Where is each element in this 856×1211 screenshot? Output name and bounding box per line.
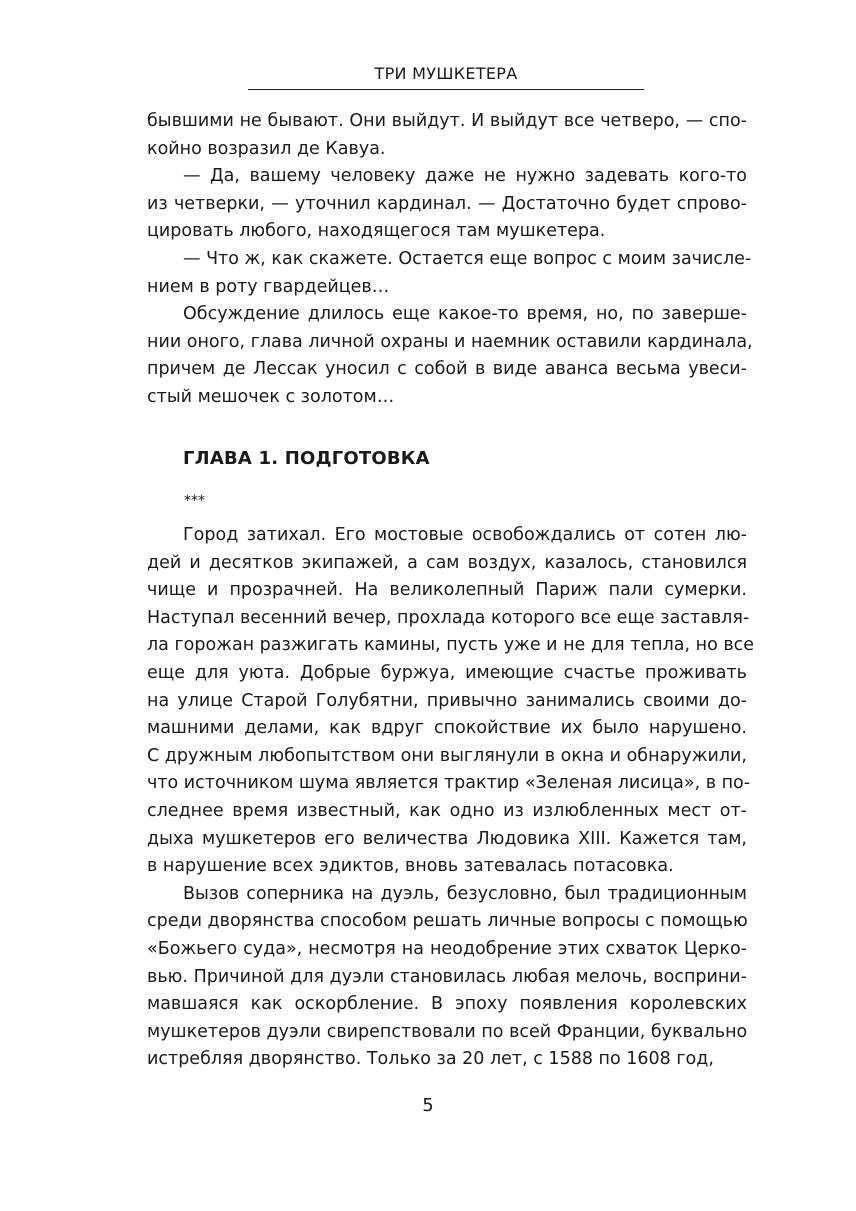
page-number: 5 bbox=[422, 1095, 434, 1116]
text-line: вью. Причиной для дуэли становилась любая мелочь, восприни- bbox=[147, 966, 747, 987]
text-line: на улице Старой Голубятни, привычно занимались своими до- bbox=[147, 690, 747, 711]
text-line: среди дворянства способом решать личные вопросы с помощью bbox=[147, 911, 748, 932]
text-line: Город затихал. Его мостовые освобождались от сотен лю- bbox=[183, 525, 747, 545]
text-line: «Божьего суда», несмотря на неодобрение этих схваток Церко- bbox=[147, 938, 747, 959]
text-line: мавшаяся как оскорбление. В эпоху появления королевских bbox=[147, 994, 747, 1015]
text-line: ла горожан разжигать камины, пусть уже и не для тепла, но все bbox=[147, 635, 755, 656]
running-head-rule bbox=[248, 89, 644, 90]
text-line: в нарушение всех эдиктов, вновь затевалась потасовка. bbox=[147, 856, 674, 877]
text-line: — Да, вашему человеку даже не нужно задевать кого-то bbox=[183, 166, 747, 187]
text-line: — Что ж, как скажете. Остается еще вопрос с моим зачисле- bbox=[183, 248, 752, 269]
text-line: нии оного, глава личной охраны и наемник оставили кардинала, bbox=[147, 331, 753, 352]
text-line: дей и десятков экипажей, а сам воздух, казалось, становился bbox=[147, 552, 747, 573]
text-line: Вызов соперника на дуэль, безусловно, был традиционным bbox=[183, 883, 747, 904]
text-line: мушкетеров дуэли свирепствовали по всей Франции, буквально bbox=[147, 1021, 748, 1042]
text-line: С дружным любопытством они выглянули в окна и обнаружили, bbox=[147, 745, 747, 766]
text-line: причем де Лессак уносил с собой в виде аванса весьма увеси- bbox=[147, 359, 747, 380]
chapter-title: ГЛАВА 1. ПОДГОТОВКА bbox=[183, 448, 430, 469]
text-line: цировать любого, находящегося там мушкетера. bbox=[147, 221, 606, 242]
text-line: машними делами, как вдруг спокойствие их было нарушено. bbox=[147, 718, 747, 739]
text-line: что источником шума является трактир «Зеленая лисица», в по- bbox=[147, 773, 751, 794]
text-line: стый мешочек с золотом… bbox=[147, 386, 395, 407]
running-head: ТРИ МУШКЕТЕРА bbox=[374, 64, 518, 83]
text-line: истребляя дворянство. Только за 20 лет, с 1588 по 1608 год, bbox=[147, 1049, 714, 1070]
text-line: нием в роту гвардейцев… bbox=[147, 276, 390, 297]
text-line: чище и прозрачней. На великолепный Париж пали сумерки. bbox=[147, 580, 747, 601]
text-line: Обсуждение длилось еще какое-то время, но, по заверше- bbox=[183, 304, 747, 325]
text-line: койно возразил де Кавуа. bbox=[147, 138, 386, 159]
text-line: бывшими не бывают. Они выйдут. И выйдут все четверо, — спо- bbox=[147, 111, 747, 131]
text-line: дыха мушкетеров его величества Людовика XIII. Кажется там, bbox=[147, 828, 747, 849]
text-line: следнее время известный, как одно из излюбленных мест от- bbox=[147, 800, 747, 821]
text-line: еще для уюта. Добрые буржуа, имеющие счастье проживать bbox=[147, 662, 747, 683]
text-block-chapter bbox=[147, 522, 755, 1074]
text-block-continuation bbox=[147, 108, 753, 412]
section-asterisks: *** bbox=[184, 493, 205, 509]
text-line: Наступал весенний вечер, прохлада которого все еще заставля- bbox=[147, 607, 750, 628]
text-line: из четверки, — уточнил кардинал. — Достаточно будет спрово- bbox=[147, 193, 747, 214]
